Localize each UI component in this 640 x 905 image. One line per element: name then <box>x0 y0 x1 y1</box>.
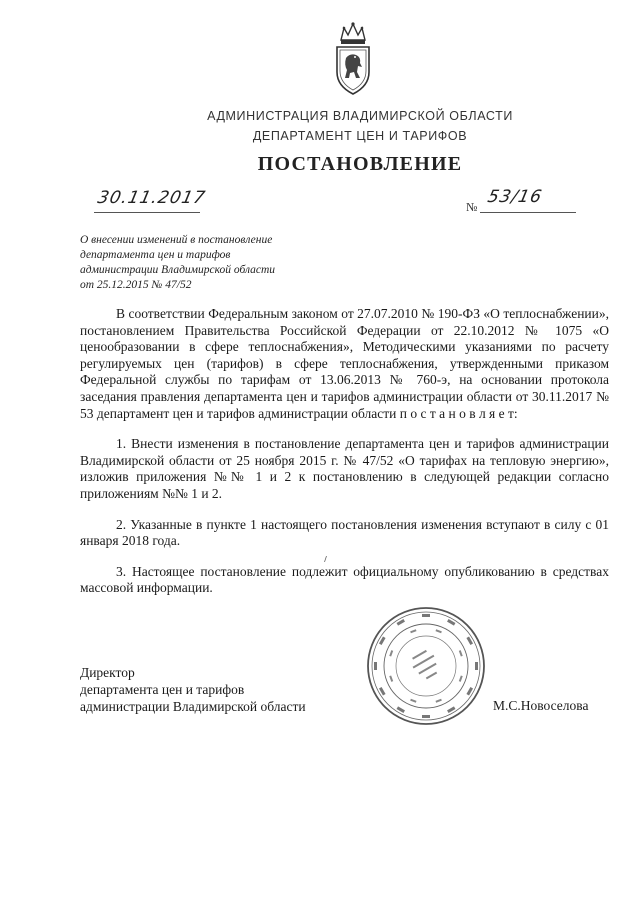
document-body <box>80 306 609 597</box>
signatory-line: администрации Владимирской области <box>80 699 306 714</box>
coat-of-arms-icon <box>332 20 374 98</box>
item-paragraph: 1. Внести изменения в постановление департамента цен и тарифов администрации Владимирской области от 25 ноября 2015 г. № 47/52 «О тарифах на тепловую энергию», изложив приложения №№ 1 и 2 к постановлению в следующей редакции согласно приложениям №№ 1 и 2. <box>80 436 609 501</box>
date-field <box>94 188 208 213</box>
preamble-paragraph: В соответствии Федеральным законом от 27.07.2010 № 190-ФЗ «О теплоснабжении», постановлением Правительства Российской Федерации от 22.10.2012 № 1075 «О ценообразовании в сфере теплоснабжения», Методическими указаниями по расчету регулируемых цен (тарифов) в сфере теплоснабжения, утвержденными приказом Федеральной службы по тарифам от 13.06.2013 № 760-э, на основании протокола заседания правления департамента цен и тарифов администрации области от 30.11.2017 № 53 департамент цен и тарифов администрации области п о с т а н о в л я е т: <box>80 306 609 421</box>
document-subject <box>80 233 340 293</box>
document-number: 53/16 <box>485 187 545 207</box>
header-administration: АДМИНИСТРАЦИЯ ВЛАДИМИРСКОЙ ОБЛАСТИ <box>207 109 513 123</box>
signatory-block <box>80 664 360 715</box>
subject-line: О внесении изменений в постановление <box>80 234 273 246</box>
item-paragraph: 2. Указанные в пункте 1 настоящего постановления изменения вступают в силу с 01 января 2018 года. <box>80 516 609 549</box>
subject-line: от 25.12.2015 № 47/52 <box>80 279 192 291</box>
signer-name: М.С.Новоселова <box>493 698 589 713</box>
signatory-line: департамента цен и тарифов <box>80 682 245 697</box>
header-department: ДЕПАРТАМЕНТ ЦЕН И ТАРИФОВ <box>252 129 468 143</box>
subject-line: департамента цен и тарифов <box>80 249 231 261</box>
number-sign: № <box>466 200 478 214</box>
number-field <box>480 187 576 213</box>
subject-line: администрации Владимирской области <box>80 264 276 276</box>
stray-pen-mark <box>324 549 327 555</box>
document-title: ПОСТАНОВЛЕНИЕ <box>257 153 463 175</box>
item-paragraph: 3. Настоящее постановление подлежит официальному опубликованию в средствах массовой информации. <box>80 563 609 596</box>
round-seal-icon <box>364 604 488 728</box>
signatory-line: Директор <box>80 665 135 680</box>
document-date: 30.11.2017 <box>95 188 208 208</box>
